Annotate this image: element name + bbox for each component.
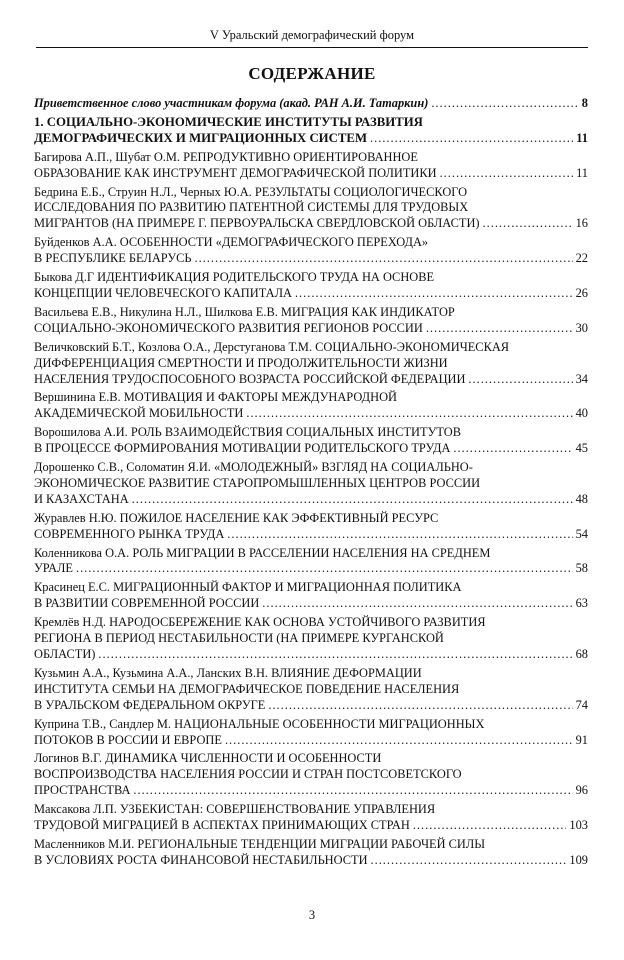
- toc-entry: [34, 305, 588, 337]
- dot-leader: [440, 166, 573, 182]
- toc-entry-line: Куприна Т.В., Сандлер М. НАЦИОНАЛЬНЫЕ ОСОБЕННОСТИ МИГРАЦИОННЫХ: [34, 716, 485, 731]
- dot-leader: [132, 492, 573, 508]
- toc-page-number: 74: [575, 697, 588, 712]
- running-header: V Уральский демографический форум: [36, 28, 588, 48]
- toc-entry-line: ИНСТИТУТА СЕМЬИ НА ДЕМОГРАФИЧЕСКОЕ ПОВЕДЕНИЕ НАСЕЛЕНИЯ: [34, 681, 460, 696]
- toc-page-number: 96: [575, 783, 588, 798]
- toc-entry: [34, 390, 588, 422]
- toc-page-number: 34: [575, 371, 588, 386]
- toc-entry-last-line: [34, 372, 588, 388]
- toc-page-number: 109: [569, 852, 588, 867]
- toc-entry-last-line: [34, 818, 588, 834]
- toc-entry-text: ДЕМОГРАФИЧЕСКИХ И МИГРАЦИОННЫХ СИСТЕМ: [34, 130, 368, 145]
- toc-entry-line: Быкова Д.Г ИДЕНТИФИКАЦИЯ РОДИТЕЛЬСКОГО ТРУДА НА ОСНОВЕ: [34, 270, 435, 285]
- toc-entry: [34, 511, 588, 543]
- toc-entry-last-line: [34, 216, 588, 232]
- toc-entry-line: Кузьмин А.А., Кузьмина А.А., Ланских В.Н. ВЛИЯНИЕ ДЕФОРМАЦИИ: [34, 665, 422, 680]
- toc-page-number: 22: [575, 251, 588, 266]
- toc-page-number: 40: [575, 406, 588, 421]
- toc-entry: [34, 837, 588, 869]
- toc-entry-last-line: [34, 561, 588, 577]
- page-number: 3: [308, 908, 316, 922]
- toc-entry: [34, 751, 588, 799]
- toc-entry-line: ДИФФЕРЕНЦИАЦИЯ СМЕРТНОСТИ И ПРОДОЛЖИТЕЛЬНОСТИ ЖИЗНИ: [34, 355, 448, 370]
- toc-page-number: 68: [575, 647, 588, 661]
- toc-entry-line: Вершинина Е.В. МОТИВАЦИЯ И ФАКТОРЫ МЕЖДУНАРОДНОЙ: [34, 390, 397, 405]
- toc-entry-line: ЭКОНОМИЧЕСКОЕ РАЗВИТИЕ СТАРОПРОМЫШЛЕННЫХ ЦЕНТРОВ РОССИИ: [34, 475, 481, 490]
- toc-page-number: 58: [575, 561, 588, 576]
- toc-entry-last-line: [34, 783, 588, 799]
- toc-entry-line: ИССЛЕДОВАНИЯ ПО РАЗВИТИЮ ПАТЕНТНОЙ СИСТЕМЫ ДЛЯ ТРУДОВЫХ: [34, 200, 469, 215]
- toc-entry: [34, 666, 588, 714]
- toc-entry-line: Кремлёв Н.Д. НАРОДОСБЕРЕЖЕНИЕ КАК ОСНОВА УСТОЙЧИВОГО РАЗВИТИЯ: [34, 615, 486, 630]
- toc-entry-line: Бедрина Е.Б., Струин Н.Л., Черных Ю.А. РЕЗУЛЬТАТЫ СОЦИОЛОГИЧЕСКОГО: [34, 184, 468, 199]
- toc-entry-text: СОВРЕМЕННОГО РЫНКА ТРУДА: [34, 526, 225, 541]
- toc-entry-text: НАСЕЛЕНИЯ ТРУДОСПОСОБНОГО ВОЗРАСТА РОССИЙСКОЙ ФЕДЕРАЦИИ: [34, 371, 466, 386]
- toc-entry-text: АКАДЕМИЧЕСКОЙ МОБИЛЬНОСТИ: [34, 406, 244, 421]
- toc-page-number: 26: [575, 285, 588, 300]
- dot-leader: [453, 441, 572, 457]
- dot-leader: [295, 286, 573, 302]
- toc-entry: [34, 235, 588, 267]
- dot-leader: [225, 733, 573, 749]
- toc-page-number: 48: [575, 491, 588, 506]
- toc-entry-last-line: [34, 647, 588, 663]
- toc-entry-line: Буйденков А.А. ОСОБЕННОСТИ «ДЕМОГРАФИЧЕСКОГО ПЕРЕХОДА»: [34, 235, 429, 250]
- toc-page-number: 54: [575, 526, 588, 541]
- toc-entry-line: Васильева Е.В., Никулина Н.Л., Шилкова Е.В. МИГРАЦИЯ КАК ИНДИКАТОР: [34, 304, 455, 319]
- toc-entry-line: Величковский Б.Т., Козлова О.А., Дерстуганова Т.М. СОЦИАЛЬНО-ЭКОНОМИЧЕСКАЯ: [34, 339, 510, 354]
- toc-entry-text: В УСЛОВИЯХ РОСТА ФИНАНСОВОЙ НЕСТАБИЛЬНОСТИ: [34, 852, 368, 867]
- dot-leader: [370, 131, 573, 147]
- dot-leader: [262, 596, 572, 612]
- toc-entry: [34, 460, 588, 508]
- toc-entry: [34, 270, 588, 302]
- toc-page-number: 8: [581, 96, 588, 110]
- toc-entry-last-line: [34, 527, 588, 543]
- toc-entry-line: Масленников М.И. РЕГИОНАЛЬНЫЕ ТЕНДЕНЦИИ МИГРАЦИИ РАБОЧЕЙ СИЛЫ: [34, 836, 486, 851]
- toc-entry-text: В УРАЛЬСКОМ ФЕДЕРАЛЬНОМ ОКРУГЕ: [34, 697, 266, 712]
- toc-entry-last-line: [34, 131, 588, 147]
- dot-leader: [426, 321, 573, 337]
- toc-entry-line: ВОСПРОИЗВОДСТВА НАСЕЛЕНИЯ РОССИИ И СТРАН ПОСТСОВЕТСКОГО: [34, 767, 462, 782]
- toc-entry: [34, 717, 588, 749]
- toc-entry-line: РЕГИОНА В ПЕРИОД НЕСТАБИЛЬНОСТИ (НА ПРИМЕРЕ КУРГАНСКОЙ: [34, 631, 444, 646]
- table-of-contents: [34, 96, 588, 872]
- dot-leader: [483, 216, 573, 232]
- toc-entry-line: Дорошенко С.В., Соломатин Я.И. «МОЛОДЕЖНЫЙ» ВЗГЛЯД НА СОЦИАЛЬНО-: [34, 460, 473, 475]
- toc-page-number: 11: [576, 165, 588, 180]
- dot-leader: [246, 406, 572, 422]
- dot-leader: [431, 96, 578, 112]
- toc-entry: [34, 425, 588, 457]
- dot-leader: [227, 527, 572, 543]
- toc-entry-text: СОЦИАЛЬНО-ЭКОНОМИЧЕСКОГО РАЗВИТИЯ РЕГИОНОВ РОССИИ: [34, 320, 423, 335]
- toc-entry: [34, 185, 588, 233]
- toc-entry-text: КОНЦЕПЦИИ ЧЕЛОВЕЧЕСКОГО КАПИТАЛА: [34, 285, 292, 300]
- toc-entry-text: ОБРАЗОВАНИЕ КАК ИНСТРУМЕНТ ДЕМОГРАФИЧЕСКОЙ ПОЛИТИКИ: [34, 165, 437, 180]
- toc-page-number: 16: [575, 216, 588, 231]
- toc-entry-line: Максакова Л.П. УЗБЕКИСТАН: СОВЕРШЕНСТВОВАНИЕ УПРАВЛЕНИЯ: [34, 802, 436, 817]
- toc-entry-last-line: [34, 441, 588, 457]
- toc-entry-last-line: [34, 698, 588, 714]
- toc-page-number: 11: [576, 130, 588, 145]
- toc-entry-line: Ворошилова А.И. РОЛЬ ВЗАИМОДЕЙСТВИЯ СОЦИАЛЬНЫХ ИНСТИТУТОВ: [34, 425, 461, 440]
- toc-entry: [34, 615, 588, 663]
- toc-entry: [34, 802, 588, 834]
- toc-entry-last-line: [34, 321, 588, 337]
- toc-entry-last-line: [34, 733, 588, 749]
- toc-entry-last-line: [34, 492, 588, 508]
- toc-entry-last-line: [34, 596, 588, 612]
- dot-leader: [195, 251, 573, 267]
- toc-entry: [34, 150, 588, 182]
- toc-entry-last-line: [34, 406, 588, 422]
- dot-leader: [98, 647, 572, 663]
- toc-entry-last-line: [34, 166, 588, 182]
- dot-leader: [133, 783, 572, 799]
- toc-page-number: 63: [575, 596, 588, 611]
- toc-entry-text: УРАЛЕ: [34, 561, 73, 576]
- dot-leader: [76, 561, 573, 577]
- toc-entry: [34, 580, 588, 612]
- toc-entry-text: МИГРАНТОВ (НА ПРИМЕРЕ Г. ПЕРВОУРАЛЬСКА СВЕРДЛОВСКОЙ ОБЛАСТИ): [34, 216, 480, 231]
- toc-entry-last-line: [34, 286, 588, 302]
- dot-leader: [413, 818, 567, 834]
- toc-entry-last-line: [34, 96, 588, 112]
- toc-entry: [34, 546, 588, 578]
- toc-entry: [34, 96, 588, 112]
- toc-entry: [34, 340, 588, 388]
- dot-leader: [371, 853, 567, 869]
- toc-entry-line: Логинов В.Г. ДИНАМИКА ЧИСЛЕННОСТИ И ОСОБЕННОСТИ: [34, 751, 382, 766]
- toc-page-number: 45: [575, 441, 588, 456]
- toc-entry-last-line: [34, 251, 588, 267]
- page-title: СОДЕРЖАНИЕ: [248, 64, 376, 83]
- toc-entry-line: 1. СОЦИАЛЬНО-ЭКОНОМИЧЕСКИЕ ИНСТИТУТЫ РАЗВИТИЯ: [34, 114, 423, 129]
- toc-entry-text: ОБЛАСТИ): [34, 647, 96, 661]
- toc-entry-line: Коленникова О.А. РОЛЬ МИГРАЦИИ В РАССЕЛЕНИИ НАСЕЛЕНИЯ НА СРЕДНЕМ: [34, 545, 491, 560]
- toc-entry-text: ТРУДОВОЙ МИГРАЦИЕЙ В АСПЕКТАХ ПРИНИМАЮЩИХ СТРАН: [34, 818, 410, 833]
- toc-page-number: 103: [569, 818, 588, 833]
- toc-entry-line: Красинец Е.С. МИГРАЦИОННЫЙ ФАКТОР И МИГРАЦИОННАЯ ПОЛИТИКА: [34, 580, 462, 595]
- toc-entry-text: В РЕСПУБЛИКЕ БЕЛАРУСЬ: [34, 251, 192, 266]
- toc-entry-text: Приветственное слово участникам форума (акад. РАН А.И. Татаркин): [34, 96, 429, 110]
- toc-entry-text: В ПРОЦЕССЕ ФОРМИРОВАНИЯ МОТИВАЦИИ РОДИТЕЛЬСКОГО ТРУДА: [34, 441, 451, 456]
- toc-entry-text: И КАЗАХСТАНА: [34, 491, 129, 506]
- toc-entry-text: ПРОСТРАНСТВА: [34, 783, 131, 798]
- dot-leader: [268, 698, 572, 714]
- toc-entry-text: ПОТОКОВ В РОССИИ И ЕВРОПЕ: [34, 732, 222, 747]
- toc-entry-text: В РАЗВИТИИ СОВРЕМЕННОЙ РОССИИ: [34, 596, 260, 611]
- toc-page-number: 91: [575, 732, 588, 747]
- toc-entry-line: Журавлев Н.Ю. ПОЖИЛОЕ НАСЕЛЕНИЕ КАК ЭФФЕКТИВНЫЙ РЕСУРС: [34, 510, 439, 525]
- toc-page-number: 30: [575, 320, 588, 335]
- toc-entry-last-line: [34, 853, 588, 869]
- dot-leader: [468, 372, 572, 388]
- toc-entry: [34, 115, 588, 147]
- toc-entry-line: Багирова А.П., Шубат О.М. РЕПРОДУКТИВНО ОРИЕНТИРОВАННОЕ: [34, 149, 418, 164]
